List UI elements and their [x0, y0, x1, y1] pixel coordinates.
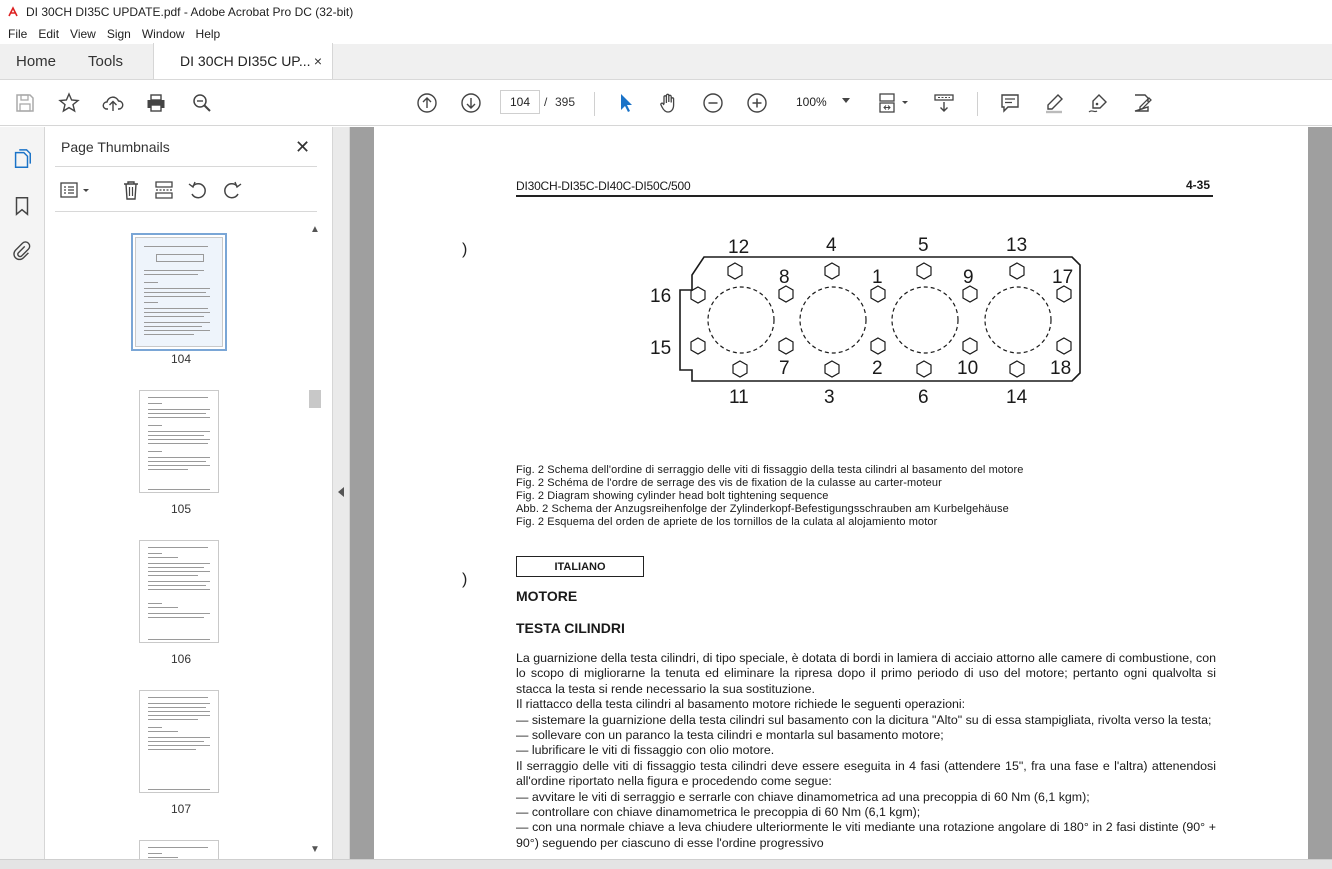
- bolt-number: 10: [957, 358, 979, 379]
- caption-italian: Fig. 2 Schema dell'ordine di serraggio delle viti di fissaggio della testa cilindri al basamento del motore: [516, 464, 1024, 476]
- bolt-number: 7: [779, 358, 790, 379]
- bolt-number: 18: [1050, 358, 1072, 379]
- scrollbar-thumb[interactable]: [309, 390, 321, 408]
- tab-document[interactable]: [153, 43, 333, 79]
- title-bar: [0, 0, 1332, 24]
- tab-close-icon[interactable]: ×: [313, 53, 323, 69]
- bookmarks-icon[interactable]: [10, 194, 34, 218]
- bolt-number: 12: [728, 237, 750, 258]
- thumbnail-list: [55, 222, 307, 859]
- list-item: — avvitare le viti di serraggio e serrarle con chiave dinamometrica ad una precoppia di 60 Nm (6,1 kgm);: [516, 789, 1090, 804]
- window-title: DI 30CH DI35C UPDATE.pdf - Adobe Acrobat Pro DC (32-bit): [26, 5, 354, 19]
- thumbnail-scrollbar[interactable]: [307, 222, 323, 857]
- section-heading: MOTORE: [516, 588, 578, 604]
- menu-bar: [0, 24, 1332, 44]
- chevron-down-icon: [842, 98, 850, 103]
- panel-divider: [55, 211, 317, 212]
- tab-document-label: DI 30CH DI35C UP...: [180, 53, 311, 69]
- binding-mark: ): [462, 571, 468, 588]
- thumbnail-page[interactable]: [139, 390, 219, 493]
- toolbar: [0, 80, 1332, 126]
- body-text: [516, 651, 1216, 851]
- zoom-level-select[interactable]: [788, 90, 858, 114]
- sign-pen-icon[interactable]: [1086, 91, 1110, 115]
- bolt-number: 8: [779, 267, 790, 288]
- caption-german: Abb. 2 Schema der Anzugsreihenfolge der Zylinderkopf-Befestigungsschrauben am Kurbelgehäuse: [516, 503, 1009, 515]
- upload-cloud-icon[interactable]: [101, 91, 125, 115]
- tab-tools[interactable]: Tools: [88, 52, 124, 70]
- hand-tool-icon[interactable]: [657, 91, 681, 115]
- document-viewport[interactable]: [350, 127, 1332, 859]
- caption-french: Fig. 2 Schéma de l'ordre de serrage des vis de fixation de la culasse au carter-moteur: [516, 477, 942, 489]
- bolt-number: 2: [872, 358, 883, 379]
- menu-file[interactable]: File: [8, 27, 28, 41]
- figure-captions: [516, 464, 1023, 529]
- subsection-heading: TESTA CILINDRI: [516, 620, 625, 636]
- paragraph: La guarnizione della testa cilindri, di tipo speciale, è dotata di bordi in lamiera di acciaio attorno alle camere di combustione, con lo scopo di migliorarne la tenuta ed eliminare la ripresa dopo il primo periodo di uso del motore; pertanto ogni qualvolta si stacca la testa si rende necessario la sua sostituzione.: [516, 651, 1216, 696]
- bolt-number: 15: [650, 338, 672, 359]
- bookmark-star-icon[interactable]: [57, 91, 81, 115]
- extract-page-icon[interactable]: [153, 179, 175, 201]
- next-page-icon[interactable]: [459, 91, 483, 115]
- list-item: — sollevare con un paranco la testa cilindri e montarla sul basamento motore;: [516, 728, 944, 743]
- scroll-down-icon[interactable]: ▼: [310, 844, 320, 855]
- paragraph: Il riattacco della testa cilindri al basamento motore richiede le seguenti operazioni:: [516, 697, 966, 712]
- toolbar-divider: [977, 92, 978, 116]
- list-item: — lubrificare le viti di fissaggio con olio motore.: [516, 743, 775, 758]
- bolt-number: 11: [729, 387, 749, 407]
- document-page: [374, 127, 1308, 859]
- scroll-up-icon[interactable]: ▲: [310, 224, 320, 235]
- print-icon[interactable]: [144, 91, 168, 115]
- bolt-number: 6: [918, 387, 929, 407]
- cylinder-head-diagram: [634, 227, 1114, 407]
- menu-window[interactable]: Window: [141, 27, 185, 41]
- bolt-number: 13: [1006, 235, 1028, 256]
- zoom-in-icon[interactable]: [745, 91, 769, 115]
- tab-home[interactable]: Home: [16, 52, 57, 70]
- page-total: 395: [555, 95, 576, 109]
- select-cursor-icon[interactable]: [614, 91, 638, 115]
- bolt-number: 14: [1006, 387, 1028, 407]
- binding-mark: ): [462, 241, 468, 258]
- previous-page-icon[interactable]: [415, 91, 439, 115]
- thumbnail-label: 106: [170, 652, 192, 666]
- save-icon[interactable]: [13, 91, 37, 115]
- bolt-number: 16: [650, 286, 672, 307]
- menu-edit[interactable]: Edit: [38, 27, 60, 41]
- header-rule: [516, 195, 1213, 197]
- menu-sign[interactable]: Sign: [106, 27, 131, 41]
- thumbnail-label: 107: [170, 802, 192, 816]
- thumbnail-label: 104: [170, 352, 192, 366]
- toolbar-divider: [594, 92, 595, 116]
- page-number-input[interactable]: 104: [500, 90, 540, 114]
- list-item: — sistemare la guarnizione della testa cilindri sul basamento con la dicitura "Alto" su di essa stampigliata, rivolta verso la testa;: [516, 712, 1212, 727]
- bolt-number: 5: [918, 235, 929, 256]
- page-header-number: 4-35: [1186, 178, 1211, 192]
- list-item: — controllare con chiave dinamometrica le precoppia di 60 Nm (6,1 kgm);: [516, 805, 921, 820]
- bolt-number: 4: [826, 235, 837, 256]
- thumbnail-page[interactable]: [139, 690, 219, 793]
- thumbnails-panel: [45, 127, 332, 859]
- highlight-pen-icon[interactable]: [1042, 91, 1066, 115]
- rotate-counterclockwise-icon[interactable]: [187, 179, 209, 201]
- menu-view[interactable]: View: [70, 27, 96, 41]
- bolt-number: 3: [824, 387, 835, 407]
- menu-help[interactable]: Help: [195, 27, 221, 41]
- acrobat-icon: [6, 5, 20, 19]
- page-separator: /: [544, 95, 548, 109]
- page-header-model: DI30CH-DI35C-DI40C-DI50C/500: [516, 179, 691, 193]
- thumbnail-page[interactable]: [135, 237, 223, 347]
- thumbnail-page[interactable]: [139, 840, 219, 859]
- navigation-rail: [0, 127, 45, 869]
- cylinder-bores: [708, 287, 1051, 353]
- zoom-search-icon[interactable]: [190, 91, 214, 115]
- bolt-number: 1: [872, 267, 883, 288]
- thumbnail-label: 105: [170, 502, 192, 516]
- list-item: — con una normale chiave a leva chiudere ulteriormente le viti mediante una rotazione angolare di 180° in 2 fasi distinte (90° + 90°) seguendo per ciascuno di esse l'ordine progressivo: [516, 820, 1216, 850]
- delete-page-icon[interactable]: [120, 179, 142, 201]
- edit-export-icon[interactable]: [1130, 91, 1154, 115]
- rotate-clockwise-icon[interactable]: [221, 179, 243, 201]
- tab-bar: [0, 44, 1332, 80]
- caption-spanish: Fig. 2 Esquema del orden de apriete de los tornillos de la culata al alojamiento motor: [516, 516, 938, 528]
- bolt-number: 9: [963, 267, 974, 288]
- panel-title: Page Thumbnails: [61, 139, 170, 155]
- close-icon[interactable]: ✕: [295, 137, 311, 157]
- paragraph: Il serraggio delle viti di fissaggio testa cilindri deve essere eseguita in 4 fasi (attendere 15", fra una fase e l'altra) attenendosi all'ordine riportato nella figura e procedendo come segue:: [516, 758, 1216, 789]
- panel-collapse-handle[interactable]: [332, 127, 350, 859]
- panel-divider: [55, 166, 317, 167]
- collapse-arrow-icon: [338, 487, 344, 497]
- taskbar-edge: [0, 859, 1332, 869]
- comment-icon[interactable]: [998, 91, 1022, 115]
- bolt-number: 17: [1052, 267, 1074, 288]
- thumbnail-page[interactable]: [139, 540, 219, 643]
- language-label: ITALIANO: [516, 556, 644, 577]
- caption-english: Fig. 2 Diagram showing cylinder head bolt tightening sequence: [516, 490, 829, 502]
- scroll-mode-icon[interactable]: [932, 91, 956, 115]
- zoom-out-icon[interactable]: [701, 91, 725, 115]
- zoom-level-value: 100%: [796, 95, 827, 109]
- page-thumbnails-icon[interactable]: [10, 147, 34, 171]
- attachments-icon[interactable]: [10, 239, 34, 263]
- page-fit-icon[interactable]: [877, 91, 913, 115]
- thumbnail-options-icon[interactable]: [59, 179, 93, 201]
